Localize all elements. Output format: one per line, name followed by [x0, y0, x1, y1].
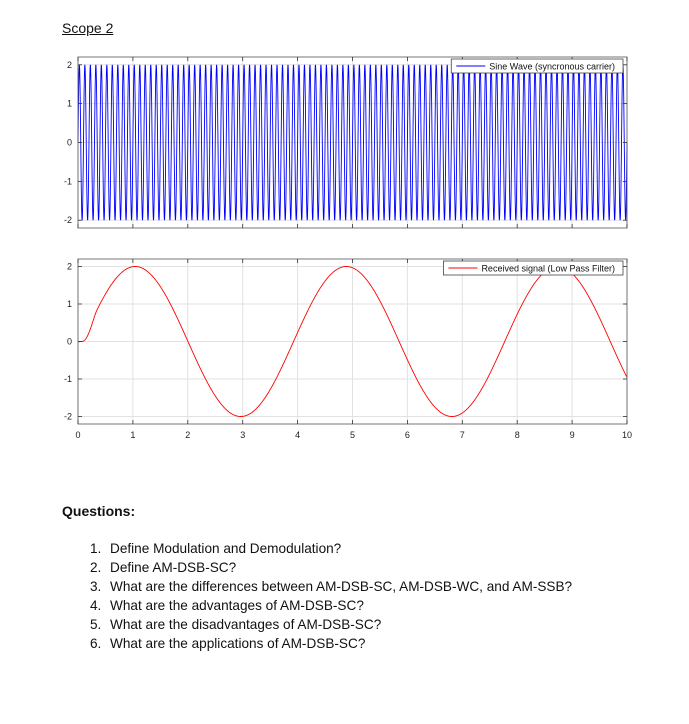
x-tick-label: 10 — [621, 430, 633, 440]
question-item — [90, 539, 572, 558]
question-number: 6. — [90, 636, 102, 651]
y-tick-label: 1 — [66, 299, 72, 309]
scope-panel-1 — [64, 57, 627, 228]
question-item — [90, 634, 572, 653]
x-tick-label: 7 — [459, 430, 465, 440]
x-tick-label: 1 — [130, 430, 136, 440]
questions-list — [90, 539, 572, 653]
legend — [443, 261, 623, 275]
x-tick-label: 9 — [569, 430, 575, 440]
x-tick-label: 4 — [295, 430, 301, 440]
y-tick-label: 1 — [66, 98, 72, 109]
question-text: What are the advantages of AM-DSB-SC? — [110, 598, 364, 613]
y-tick-label: 0 — [66, 336, 72, 347]
question-text: Define Modulation and Demodulation? — [110, 541, 342, 556]
questions-heading: Questions: — [62, 503, 136, 519]
y-tick-label: -1 — [63, 176, 72, 187]
question-number: 2. — [90, 560, 102, 575]
y-tick-label: -1 — [63, 374, 72, 384]
question-number: 1. — [90, 541, 102, 556]
question-text: What are the differences between AM-DSB-SC, AM-DSB-WC, and AM-SSB? — [110, 579, 573, 594]
scope-panel-2 — [64, 259, 632, 440]
x-tick-label: 5 — [349, 430, 356, 440]
question-number: 4. — [90, 598, 102, 613]
scope-title: Scope 2 — [62, 20, 114, 36]
question-item — [90, 577, 572, 596]
x-tick-label: 3 — [240, 430, 246, 440]
x-tick-label: 8 — [514, 430, 520, 440]
question-number: 3. — [90, 579, 102, 594]
y-tick-label: 2 — [66, 59, 72, 70]
question-item — [90, 596, 572, 615]
question-text: What are the disadvantages of AM-DSB-SC? — [110, 617, 382, 632]
y-tick-label: 0 — [66, 137, 72, 148]
question-item — [90, 558, 572, 577]
y-tick-label: -2 — [63, 411, 72, 422]
y-tick-label: -2 — [63, 215, 72, 226]
question-text: Define AM-DSB-SC? — [110, 560, 237, 575]
x-tick-label: 0 — [75, 430, 81, 440]
question-number: 5. — [90, 617, 102, 632]
question-text: What are the applications of AM-DSB-SC? — [110, 636, 366, 651]
legend-label: Sine Wave (syncronous carrier) — [489, 61, 615, 72]
legend-label: Received signal (Low Pass Filter) — [481, 263, 615, 274]
y-tick-label: 2 — [66, 261, 72, 272]
x-tick-label: 2 — [185, 430, 191, 440]
question-item — [90, 615, 572, 634]
legend — [451, 59, 623, 73]
x-tick-label: 6 — [404, 430, 410, 440]
